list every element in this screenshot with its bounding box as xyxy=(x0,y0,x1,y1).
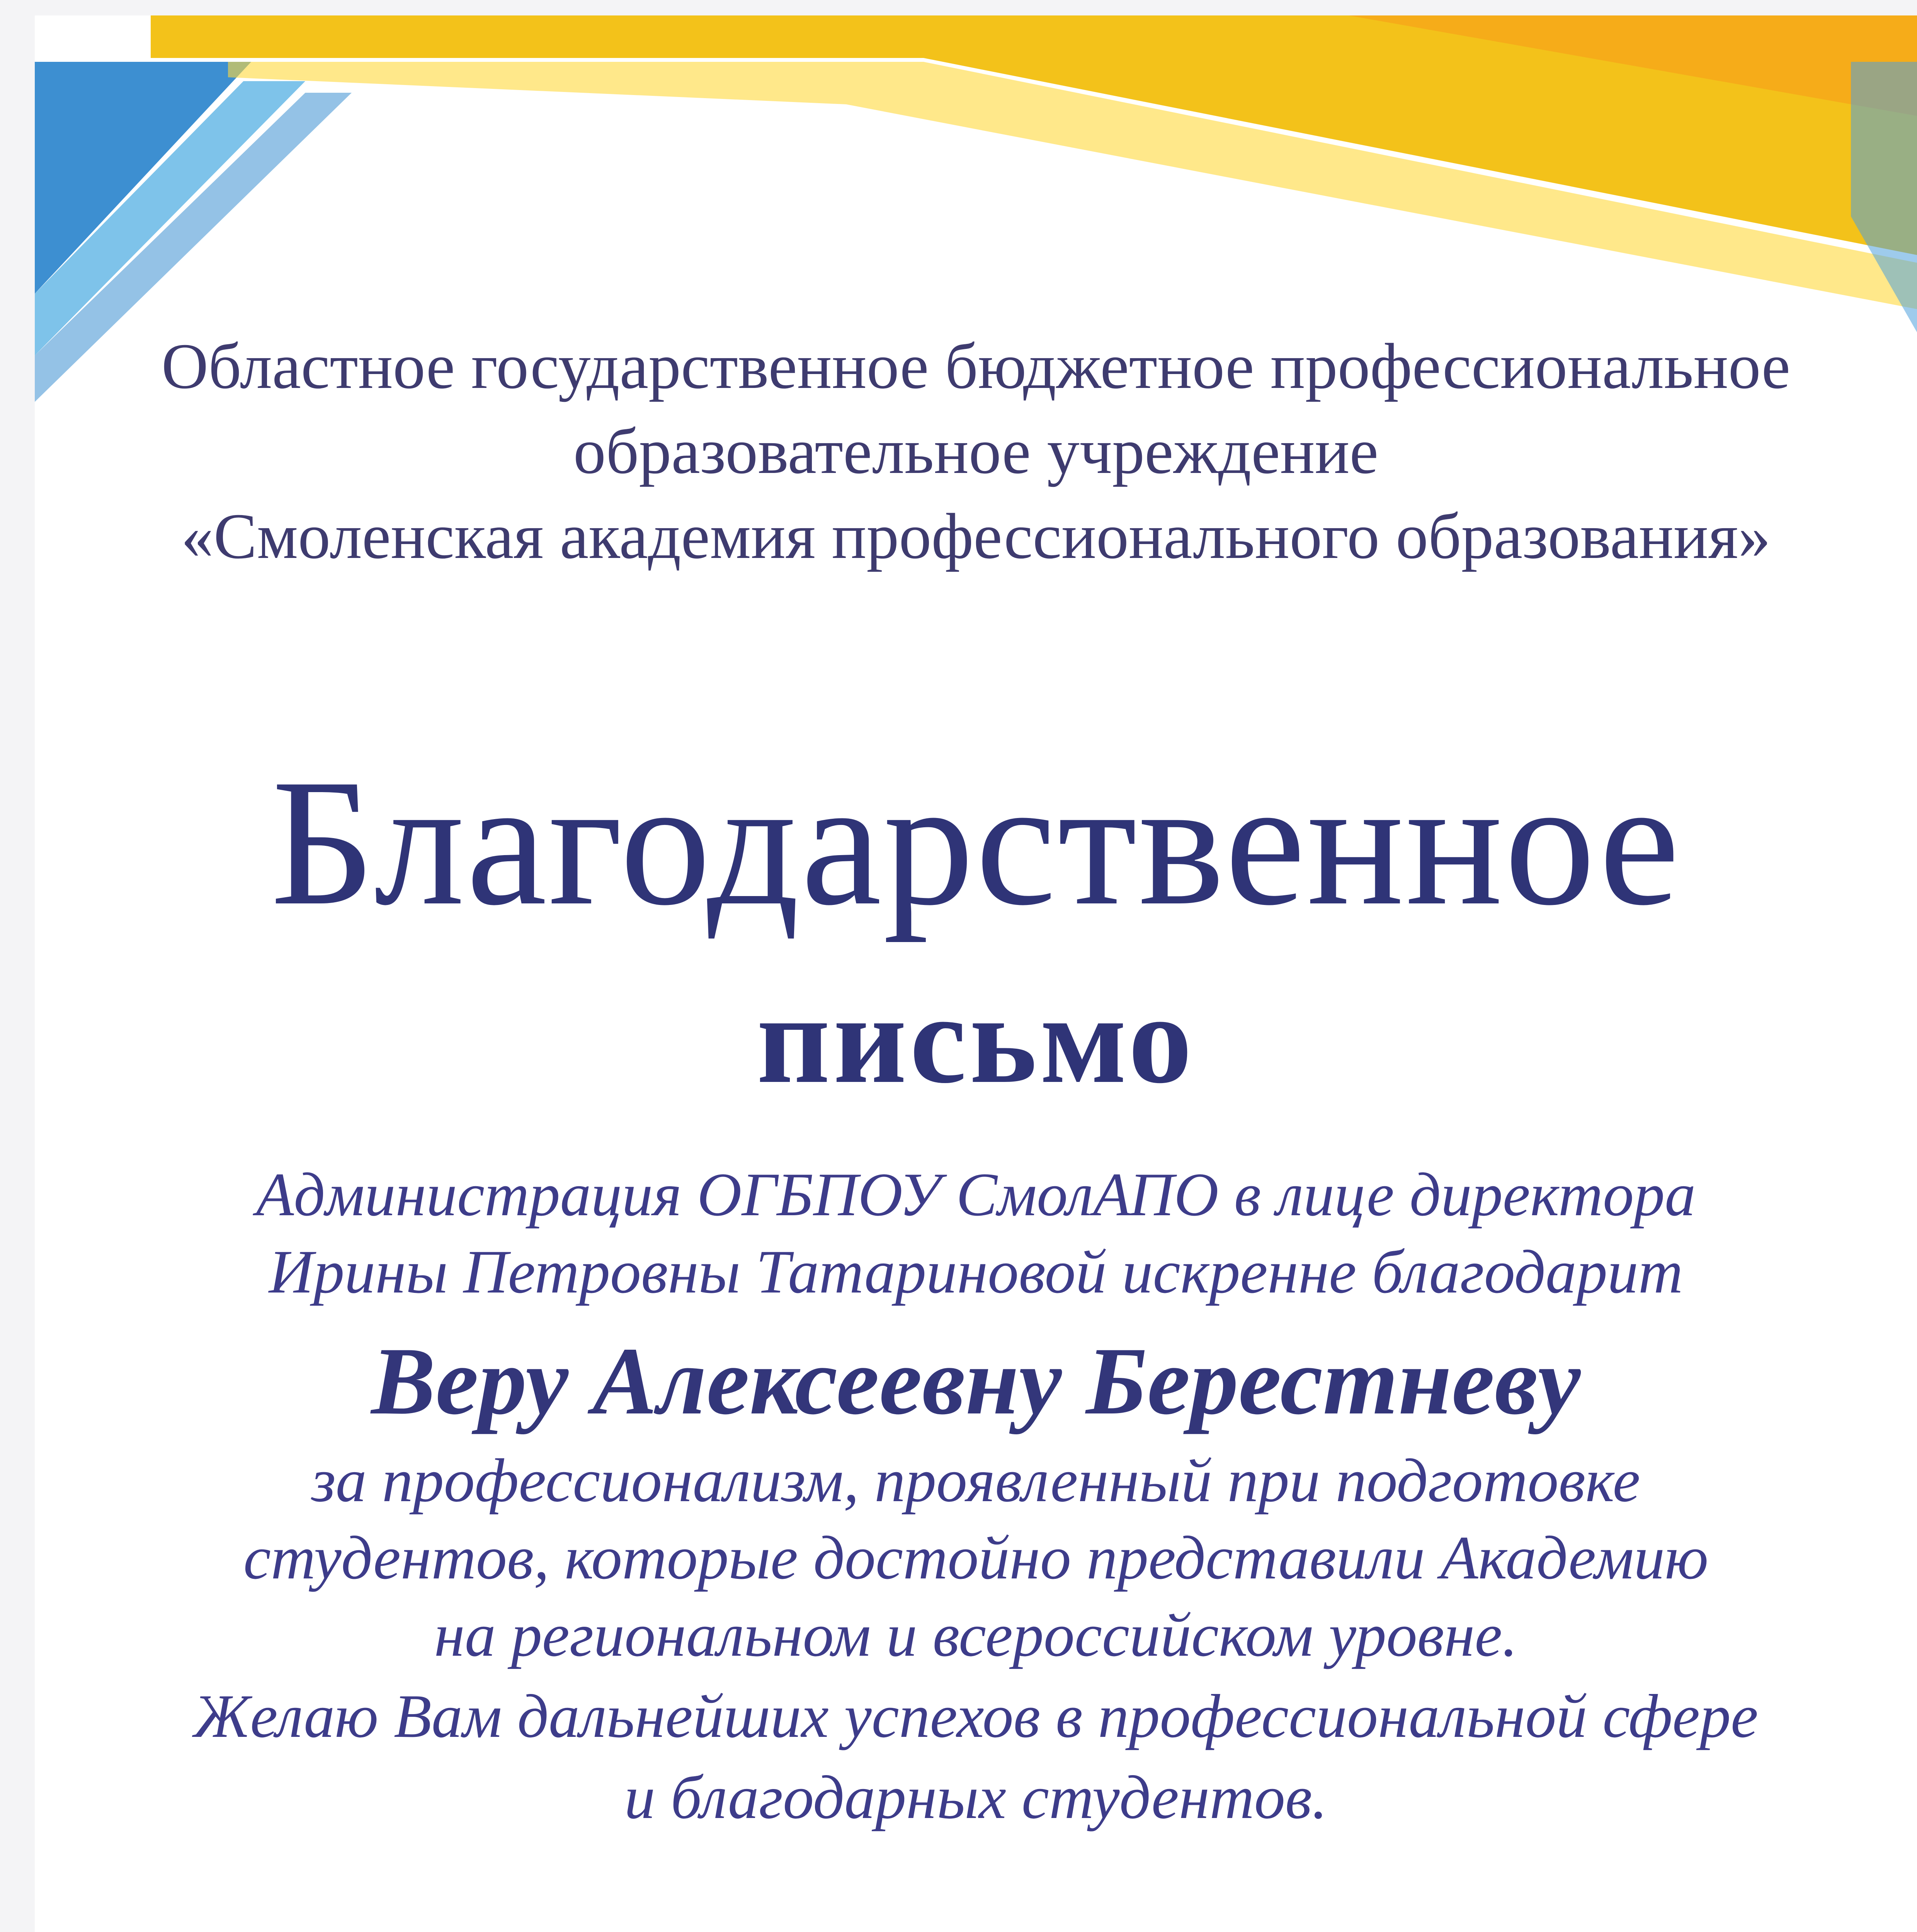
organization-line-1: Областное государственное бюджетное профессиональное xyxy=(161,330,1791,402)
document-title: Благодарственное xyxy=(270,742,1681,943)
body-line-4: Желаю Вам дальнейших успехов в профессиональной сфере xyxy=(193,1682,1759,1750)
body-line-1: за профессионализм, проявленный при подготовке xyxy=(311,1446,1640,1515)
recipient-name: Веру Алексеевну Берестневу xyxy=(371,1328,1581,1435)
body-line-5: и благодарных студентов. xyxy=(624,1763,1328,1832)
intro-line-2: Ирины Петровны Татариновой искренне благодарит xyxy=(269,1237,1683,1306)
organization-line-3: «Смоленская академия профессионального образования» xyxy=(181,500,1771,572)
document-subtitle: письмо xyxy=(757,969,1195,1110)
intro-line-1: Администрация ОГБПОУ СмолАПО в лице директора xyxy=(256,1160,1696,1229)
certificate-sheet xyxy=(35,15,1917,1932)
body-line-3: на региональном и всероссийском уровне. xyxy=(434,1600,1518,1669)
body-line-2: студентов, которые достойно представили Академию xyxy=(243,1523,1709,1592)
organization-line-2: образовательное учреждение xyxy=(573,415,1379,487)
